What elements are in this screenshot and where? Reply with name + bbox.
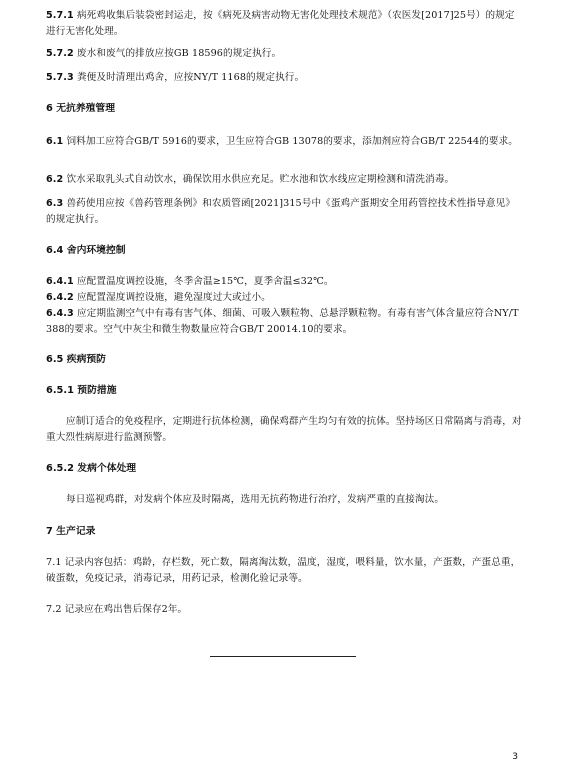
clause-6-4-3 — [46, 306, 524, 338]
heading-6-4: 6.4 舍内环境控制 — [46, 245, 126, 256]
clause-number: 7.1 — [46, 557, 62, 568]
clause-text: 废水和废气的排放应按GB 18596的规定执行。 — [76, 48, 282, 59]
clause-text: 应配置湿度调控设施，避免湿度过大或过小。 — [76, 292, 271, 303]
clause-text: 记录内容包括：鸡龄，存栏数，死亡数，隔离淘汰数，温度，湿度，喂料量，饮水量，产蛋数，产蛋总重，破蛋数，免疫记录，消毒记录，用药记录，检测化验记录等。 — [46, 557, 521, 584]
clause-6-3 — [46, 196, 524, 228]
clause-number: 5.7.3 — [46, 72, 74, 83]
clause-number: 6.4.3 — [46, 308, 74, 319]
clause-number: 6.2 — [46, 174, 64, 185]
clause-text: 病死鸡收集后装袋密封运走，按《病死及病害动物无害化处理技术规范》（农医发[2017]25号）的规定进行无害化处理。 — [46, 10, 515, 37]
heading-6: 6 无抗养殖管理 — [46, 103, 116, 114]
clause-number: 6.3 — [46, 198, 64, 209]
clause-number: 6.1 — [46, 136, 64, 147]
paragraph-6-5-2: 每日巡视鸡群，对发病个体应及时隔离，选用无抗药物进行治疗，发病严重的直接淘汰。 — [66, 494, 445, 505]
clause-6-4-1 — [46, 274, 524, 290]
clause-number: 5.7.1 — [46, 10, 74, 21]
clause-5-7-1 — [46, 8, 524, 40]
clause-7-1 — [46, 555, 524, 587]
heading-6-5-2: 6.5.2 发病个体处理 — [46, 463, 137, 474]
clause-text: 应定期监测空气中有毒有害气体、细菌、可吸入颗粒物、总悬浮颗粒物。有毒有害气体含量应符合NY/T 388的要求。空气中灰尘和微生物数量应符合GB/T 20014.10的要求。 — [46, 308, 519, 335]
clause-5-7-2 — [46, 46, 524, 62]
clause-text: 粪便及时清理出鸡舍，应按NY/T 1168的规定执行。 — [76, 72, 305, 83]
clause-number: 6.4.1 — [46, 276, 74, 287]
clause-5-7-3 — [46, 70, 524, 86]
clause-7-2 — [46, 602, 524, 618]
clause-6-1 — [46, 134, 524, 150]
paragraph-6-5-1: 应制订适合的免疫程序，定期进行抗体检测，确保鸡群产生均匀有效的抗体。坚持场区日常隔离与消毒，对重大烈性病原进行监测预警。 — [46, 416, 522, 443]
clause-6-4-2 — [46, 290, 524, 306]
clause-number: 6.4.2 — [46, 292, 74, 303]
clause-6-2 — [46, 172, 524, 188]
end-rule — [210, 656, 356, 657]
clause-text: 兽药使用应按《兽药管理条例》和农质管函[2021]315号中《蛋鸡产蛋期安全用药管控技术性指导意见》的规定执行。 — [46, 198, 516, 225]
heading-6-5-1: 6.5.1 预防措施 — [46, 385, 117, 396]
clause-number: 7.2 — [46, 604, 62, 615]
heading-6-5: 6.5 疾病预防 — [46, 354, 106, 365]
heading-7: 7 生产记录 — [46, 526, 96, 537]
clause-text: 饮水采取乳头式自动饮水，确保饮用水供应充足。贮水池和饮水线应定期检测和清洗消毒。 — [66, 174, 455, 185]
clause-text: 记录应在鸡出售后保存2年。 — [64, 604, 188, 615]
page-number: 3 — [512, 752, 518, 762]
clause-text: 饲料加工应符合GB/T 5916的要求，卫生应符合GB 13078的要求，添加剂应符合GB/T 22544的要求。 — [66, 136, 518, 147]
clause-text: 应配置温度调控设施，冬季舍温≥15℃，夏季舍温≤32℃。 — [76, 276, 334, 287]
clause-number: 5.7.2 — [46, 48, 74, 59]
